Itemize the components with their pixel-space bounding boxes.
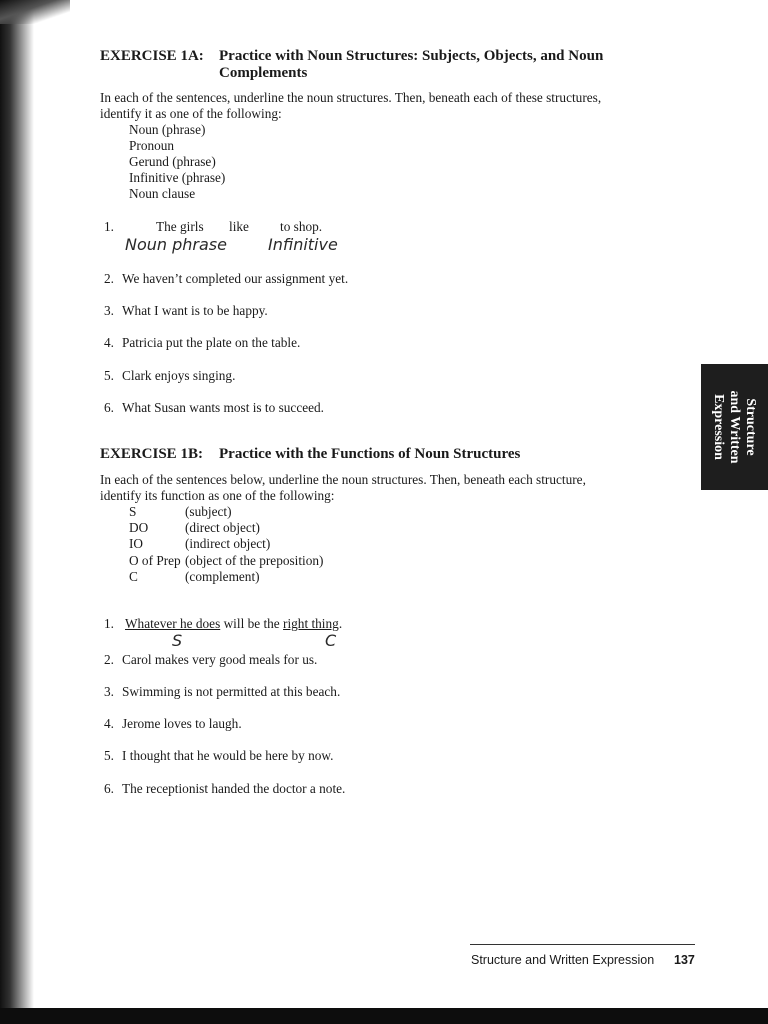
footer-rule bbox=[470, 944, 695, 945]
item-1b-4-text: Jerome loves to laugh. bbox=[122, 716, 242, 731]
example-1b-answer2: C bbox=[325, 631, 337, 650]
item-1a-2-number: 2. bbox=[104, 271, 114, 286]
item-1b-4-number: 4. bbox=[104, 716, 114, 731]
example-1b-answer1: S bbox=[172, 631, 183, 650]
item-1a-5-text: Clark enjoys singing. bbox=[122, 368, 236, 383]
footer-section-title: Structure and Written Expression bbox=[471, 953, 655, 967]
section-side-tab bbox=[701, 364, 768, 490]
example-1a-answer1: Noun phrase bbox=[125, 235, 227, 254]
option-infinitive-phrase: Infinitive (phrase) bbox=[129, 170, 226, 185]
item-1a-5-number: 5. bbox=[104, 368, 114, 383]
page-number: 137 bbox=[674, 953, 695, 967]
function-abbr-io: IO bbox=[129, 536, 144, 551]
exercise-1b-title: Practice with the Functions of Noun Structures bbox=[219, 446, 521, 462]
example-1a-part3: to shop. bbox=[280, 219, 323, 234]
exercise-1a-title-line1: Practice with Noun Structures: Subjects, Objects, and Noun bbox=[219, 48, 604, 64]
exercise-1b-instructions-line1: In each of the sentences below, underline the noun structures. Then, beneath each structure, bbox=[100, 472, 586, 487]
item-1a-4-number: 4. bbox=[104, 335, 114, 350]
example-1a-answer2: Infinitive bbox=[268, 235, 338, 254]
item-1b-2-text: Carol makes very good meals for us. bbox=[122, 652, 318, 667]
function-desc-c: (complement) bbox=[185, 569, 260, 584]
example-1a-number: 1. bbox=[104, 219, 114, 234]
item-1b-6-text: The receptionist handed the doctor a note. bbox=[122, 781, 346, 796]
example-1b-sentence bbox=[125, 616, 342, 632]
function-abbr-o-of-prep: O of Prep bbox=[129, 553, 181, 568]
item-1a-4-text: Patricia put the plate on the table. bbox=[122, 335, 301, 350]
example-1a-part2: like bbox=[229, 219, 249, 234]
function-desc-o-of-prep: (object of the preposition) bbox=[185, 553, 324, 568]
exercise-1a-label: EXERCISE 1A: bbox=[100, 48, 204, 64]
side-tab-line3: Expression bbox=[711, 394, 727, 460]
example-1b-underlined-complement: right thing bbox=[283, 616, 339, 631]
function-abbr-c: C bbox=[129, 569, 138, 584]
item-1b-2-number: 2. bbox=[104, 652, 114, 667]
function-desc-io: (indirect object) bbox=[185, 536, 271, 551]
example-1a-part1: The girls bbox=[156, 219, 204, 234]
function-desc-do: (direct object) bbox=[185, 520, 260, 535]
item-1a-6-text: What Susan wants most is to succeed. bbox=[122, 400, 325, 415]
exercise-1a-title-line2: Complements bbox=[219, 65, 308, 81]
item-1a-3-number: 3. bbox=[104, 303, 114, 318]
example-1b-underlined-subject: Whatever he does bbox=[125, 616, 221, 631]
item-1b-3-text: Swimming is not permitted at this beach. bbox=[122, 684, 341, 699]
exercise-1a-instructions-line1: In each of the sentences, underline the noun structures. Then, beneath each of these structures, bbox=[100, 90, 602, 105]
item-1b-3-number: 3. bbox=[104, 684, 114, 699]
item-1b-6-number: 6. bbox=[104, 781, 114, 796]
scan-bottom-edge bbox=[0, 1008, 768, 1024]
item-1a-3-text: What I want is to be happy. bbox=[122, 303, 268, 318]
section-side-tab-text bbox=[701, 364, 768, 490]
side-tab-line1: Structure bbox=[743, 398, 759, 456]
example-1b-number: 1. bbox=[104, 616, 114, 631]
option-noun-clause: Noun clause bbox=[129, 186, 196, 201]
exercise-1b-label: EXERCISE 1B: bbox=[100, 446, 203, 462]
item-1b-5-number: 5. bbox=[104, 748, 114, 763]
item-1a-6-number: 6. bbox=[104, 400, 114, 415]
example-1b-middle: will be the bbox=[220, 616, 284, 631]
example-1b-end: . bbox=[338, 616, 343, 631]
function-abbr-s: S bbox=[129, 504, 137, 519]
exercise-1a-instructions-line2: identify it as one of the following: bbox=[100, 106, 282, 121]
option-pronoun: Pronoun bbox=[129, 138, 175, 153]
option-gerund-phrase: Gerund (phrase) bbox=[129, 154, 216, 169]
function-desc-s: (subject) bbox=[185, 504, 232, 519]
page-binding-shadow bbox=[0, 0, 34, 1024]
function-abbr-do: DO bbox=[129, 520, 149, 535]
item-1a-2-text: We haven’t completed our assignment yet. bbox=[122, 271, 349, 286]
item-1b-5-text: I thought that he would be here by now. bbox=[122, 748, 334, 763]
page-corner-shadow bbox=[0, 0, 70, 24]
exercise-1b-instructions-line2: identify its function as one of the following: bbox=[100, 488, 335, 503]
side-tab-line2: and Written bbox=[727, 390, 743, 464]
option-noun-phrase: Noun (phrase) bbox=[129, 122, 206, 137]
